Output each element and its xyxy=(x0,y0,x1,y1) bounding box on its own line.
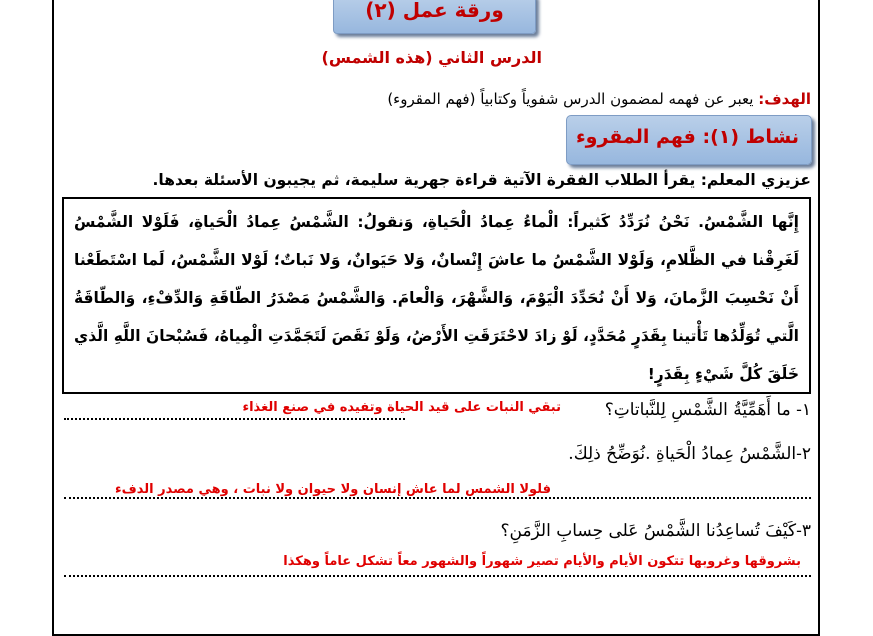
answer-3: بشروقها وغروبها تتكون الأيام والأيام تصير شهوراً والشهور معاً تشكل عاماً وهكذا xyxy=(283,554,801,569)
answer-1: تبقي النبات على قيد الحياة وتفيده في صنع الغذاء xyxy=(242,400,561,415)
activity-title: نشاط (١): فهم المقروء xyxy=(575,126,799,148)
answer-2: فلولا الشمس لما عاش إنسان ولا حيوان ولا نبات ، وهي مصدر الدفء xyxy=(114,482,551,497)
question-2: ٢-الشَّمْسُ عِمادُ الْحَياةِ .نُوَضِّحُ ذلِكَ. xyxy=(568,444,811,464)
answer-line-3 xyxy=(64,573,811,577)
reading-passage: إِنَّها الشَّمْسُ. نَحْنُ نُرَدِّدُ كَثيراً: الْماءُ عِمادُ الْحَياةِ، وَنقولُ: الشَّمْسُ عِمادُ الْحَياةِ، فَلَوْلا الشَّمْسُ لَغَرِقْنا في الظَّلامِ، وَلَوْلا الشَّمْسُ ما عاشَ إِنْسانٌ، وَلا حَيَوانٌ، وَلا نَباتٌ؛ لَوْلا الشَّمْسُ، لَما اسْتَطَعْنا أَنْ نَحْسِبَ الزَّمانَ، وَلا أَنْ نُحَدِّدَ الْيَوْمَ، وَالشَّهْرَ، وَالْعامَ. وَالشَّمْسُ مَصْدَرُ الطّاقَةِ وَالدِّفْءِ، وَالطّاقَةُ الَّتي تُوَلِّدُها تَأْتينا بِقَدَرٍ مُحَدَّدٍ، لَوْ زادَ لاحْتَرَقَتِ الأَرْضُ، وَلَوْ نَقَصَ لَتَجَمَّدَتِ الْمِياهُ، فَسُبْحانَ اللَّهِ الَّذي خَلَقَ كُلَّ شَيْءٍ بِقَدَرٍ! xyxy=(62,197,811,394)
answer-line-1 xyxy=(64,416,405,420)
goal-label: الهدف: xyxy=(758,90,811,108)
worksheet-title: ورقة عمل (٢) xyxy=(365,0,504,22)
worksheet-title-banner xyxy=(333,0,536,34)
lesson-title: الدرس الثاني (هذه الشمس) xyxy=(321,48,542,67)
goal-line xyxy=(387,90,811,108)
question-1: ١- ما أَهَمِّيَّةُ الشَّمْسِ لِلنَّباتاتِ؟ xyxy=(604,400,811,420)
teacher-instruction: عزيزي المعلم: يقرأ الطلاب الفقرة الآتية قراءة جهرية سليمة، ثم يجيبون الأسئلة بعدها. xyxy=(152,171,811,189)
goal-text: يعبر عن فهمه لمضمون الدرس شفوياً وكتابياً (فهم المقروء) xyxy=(387,90,759,108)
question-3: ٣-كَيْفَ تُساعِدُنا الشَّمْسُ عَلى حِسابِ الزَّمَنِ؟ xyxy=(500,521,811,541)
activity-banner xyxy=(566,115,812,165)
